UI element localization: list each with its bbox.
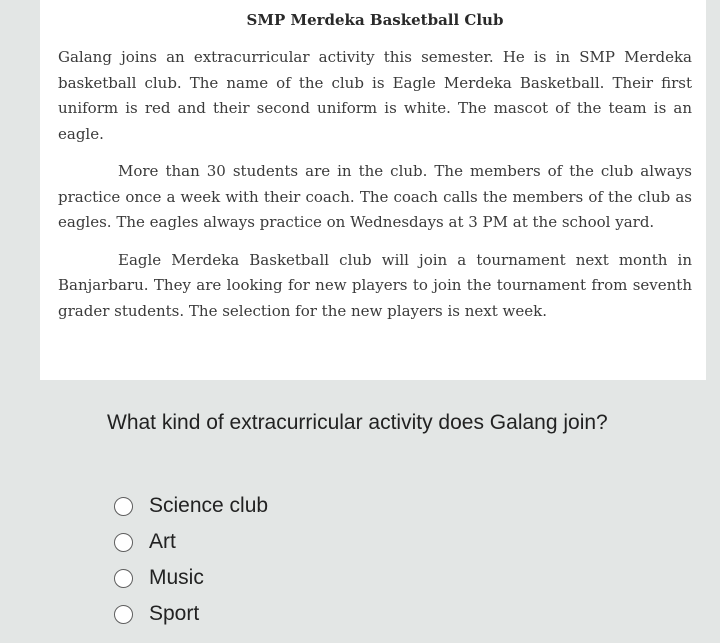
passage-paragraph-1: Galang joins an extracurricular activity this semester. He is in SMP Merdeka basketball club. The name of the club is Eagle Merdeka Basketball. Their first uniform is red and their second uniform is white. The mascot of the team is an eagle. — [58, 48, 692, 143]
option-sport[interactable] — [114, 596, 268, 632]
option-music[interactable] — [114, 560, 268, 596]
option-label: Art — [149, 530, 176, 553]
option-label: Music — [149, 566, 204, 589]
radio-button-icon[interactable] — [114, 533, 133, 552]
option-label: Sport — [149, 602, 200, 625]
option-label: Science club — [149, 494, 269, 517]
passage-paragraph-3: Eagle Merdeka Basketball club will join a tournament next month in Banjarbaru. They are looking for new players to join the tournament from seventh grader students. The selection for the new players is next week. — [58, 250, 692, 320]
question-text: What kind of extracurricular activity does Galang join? — [107, 411, 608, 434]
option-science-club[interactable] — [114, 488, 268, 524]
radio-button-icon[interactable] — [114, 605, 133, 624]
passage-title: SMP Merdeka Basketball Club — [246, 11, 504, 29]
radio-button-icon[interactable] — [114, 569, 133, 588]
reading-passage — [40, 0, 706, 380]
passage-paragraph-2: More than 30 students are in the club. The members of the club always practice once a week with their coach. The coach calls the members of the club as eagles. The eagles always practice on Wednesdays at 3 PM at the school yard. — [58, 162, 692, 231]
answer-options — [114, 488, 268, 632]
radio-button-icon[interactable] — [114, 497, 133, 516]
option-art[interactable] — [114, 524, 268, 560]
